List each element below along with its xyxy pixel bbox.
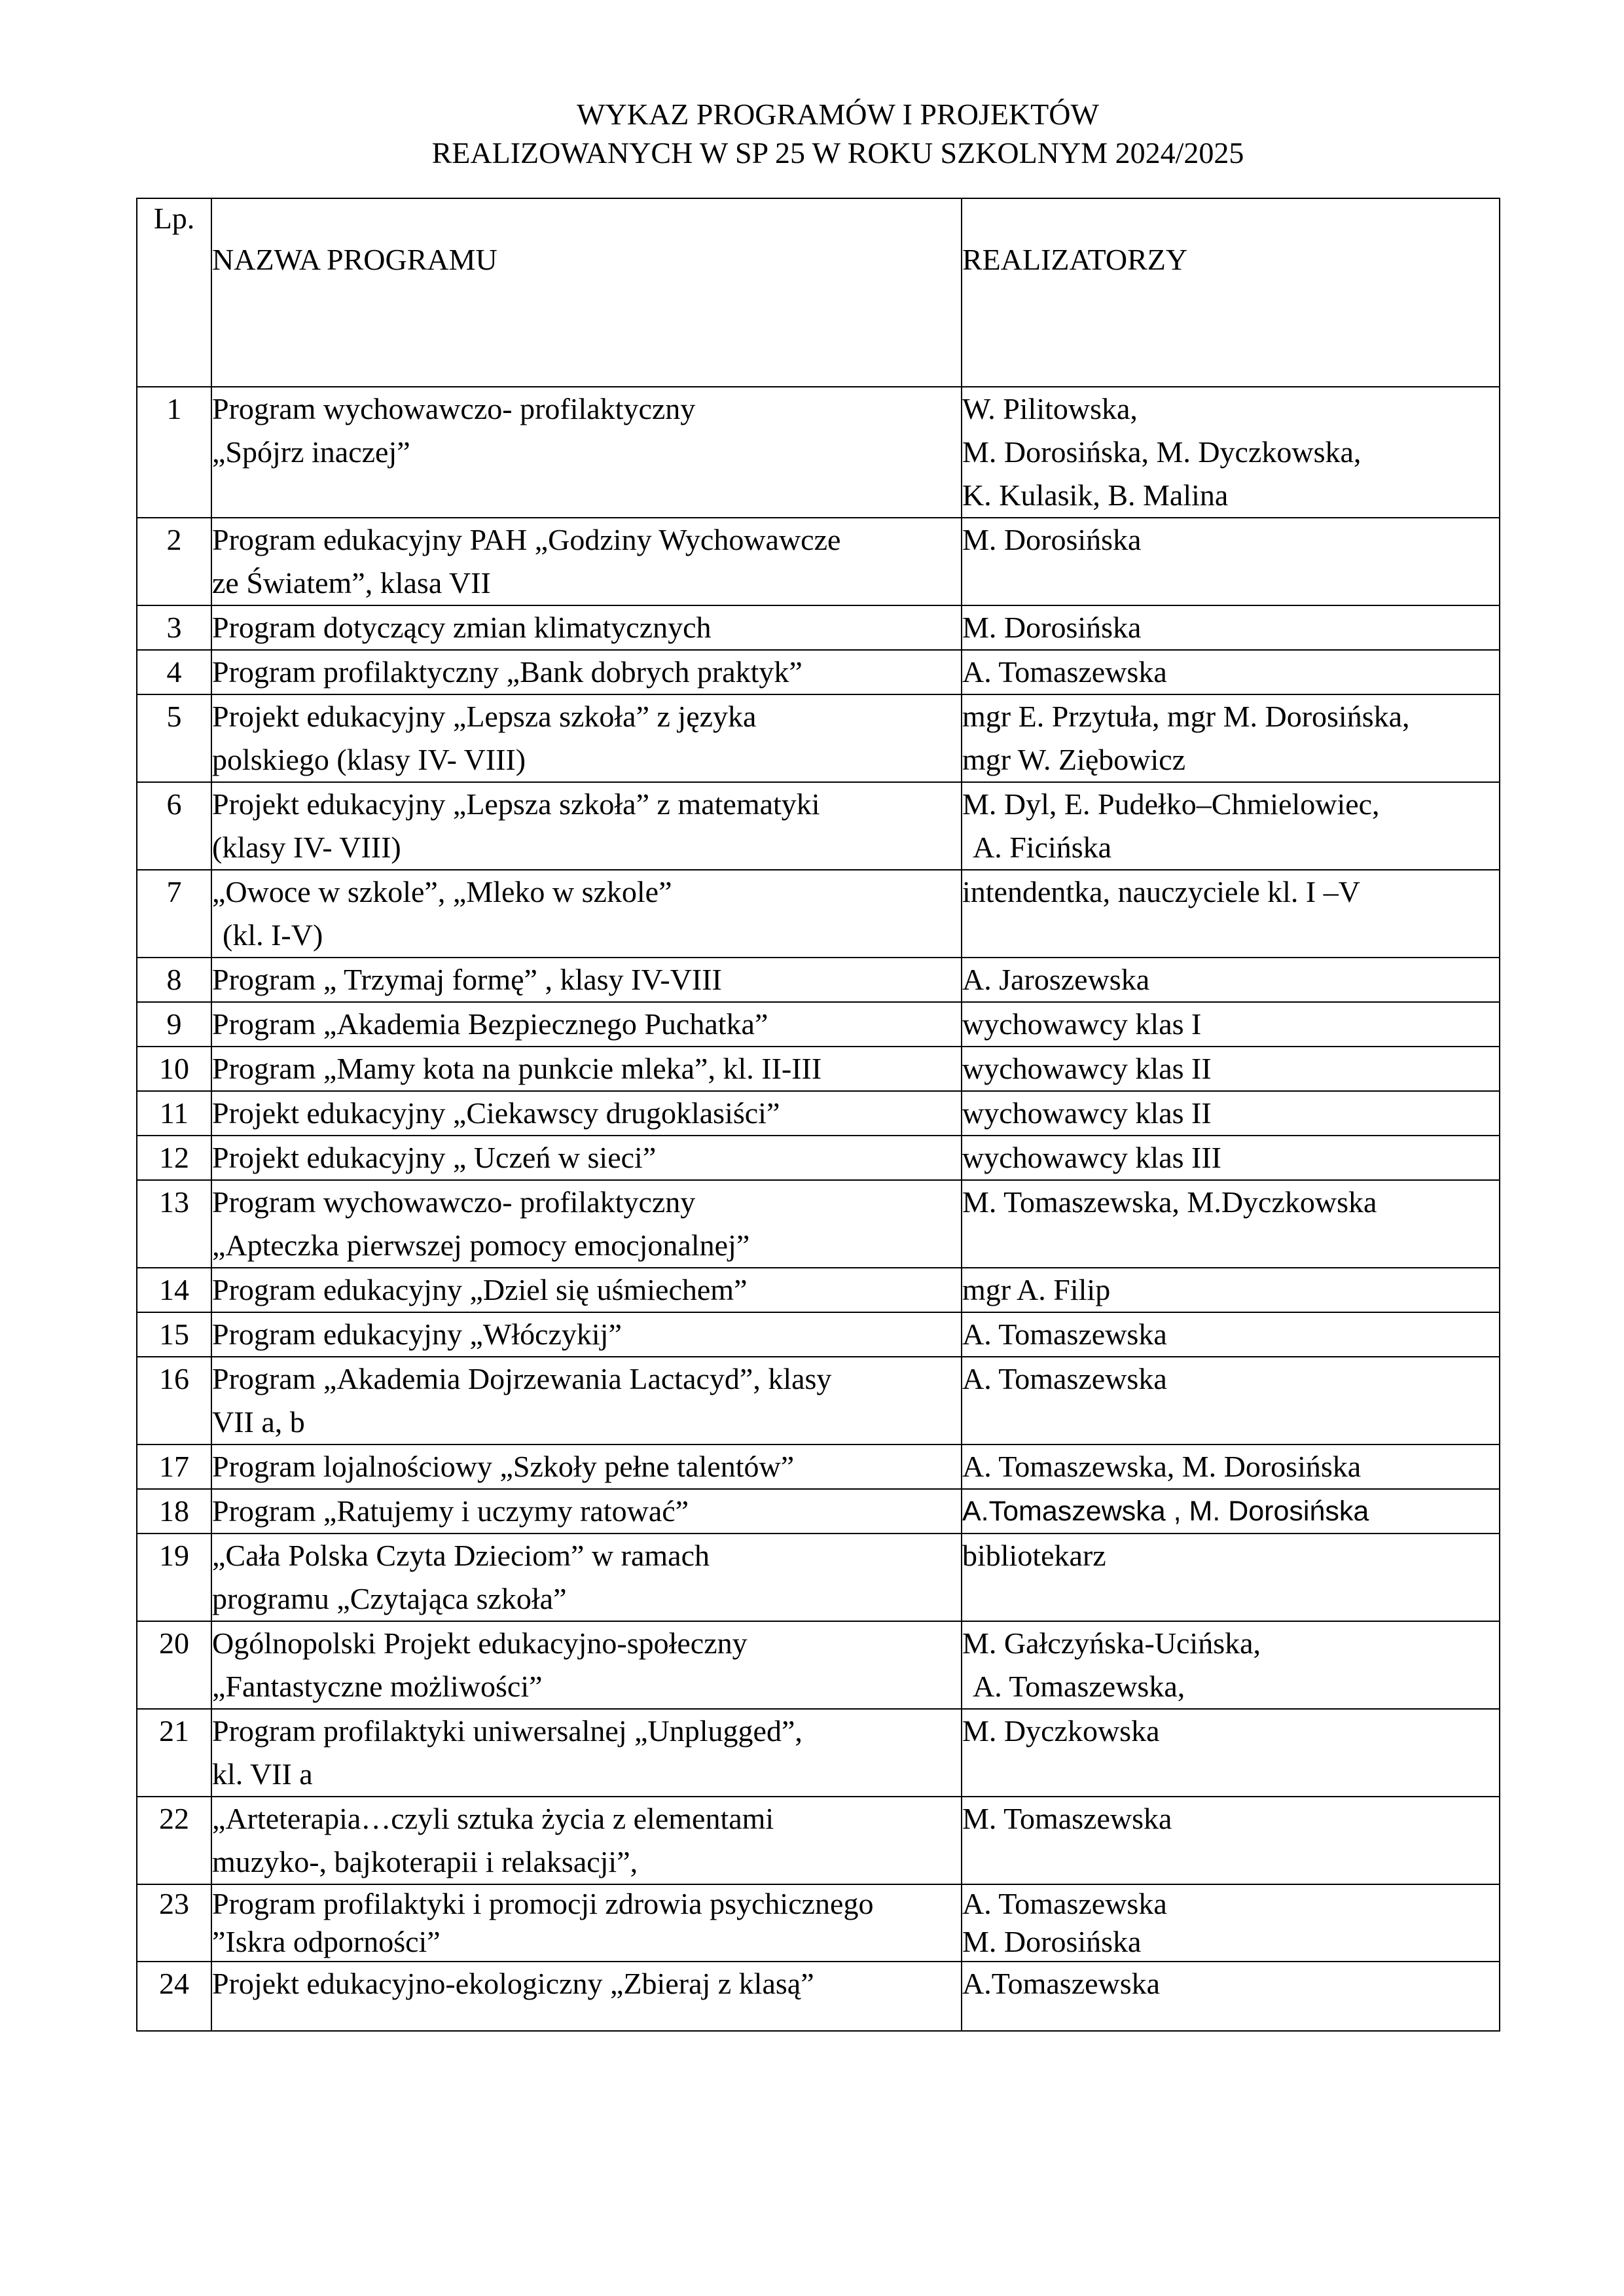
program-name-cell (211, 1621, 962, 1709)
program-name-cell (211, 1136, 962, 1180)
realizer-line: A. Tomaszewska (962, 1318, 1167, 1351)
row-number-label: 24 (159, 1967, 189, 2000)
program-name-line: Program profilaktyki i promocji zdrowia psychicznego (212, 1887, 874, 1920)
table-row (137, 1489, 1500, 1534)
row-number (137, 1312, 211, 1357)
row-number (137, 1884, 211, 1962)
realizer-line: M. Dorosińska (962, 523, 1142, 556)
program-name-line: Projekt edukacyjny „Lepsza szkoła” z języka (212, 700, 757, 733)
row-number-label: 1 (166, 392, 182, 425)
table-row (137, 387, 1500, 518)
row-number-label: 12 (159, 1141, 189, 1174)
program-name-line: Program „ Trzymaj formę” , klasy IV-VIII (212, 963, 722, 996)
realizer-line: M. Dyczkowska (962, 1714, 1160, 1748)
table-header-row (137, 198, 1500, 387)
realizers-cell (962, 1884, 1500, 1962)
header-lp (137, 198, 211, 387)
row-number-label: 7 (166, 875, 182, 908)
realizer-line: A. Tomaszewska, M. Dorosińska (962, 1450, 1362, 1483)
header-program-name-label: NAZWA PROGRAMU (212, 243, 497, 276)
realizers-cell (962, 1268, 1500, 1312)
table-row (137, 1268, 1500, 1312)
row-number (137, 1962, 211, 2031)
program-name-line: Program dotyczący zmian klimatycznych (212, 611, 712, 644)
realizer-line: bibliotekarz (962, 1539, 1106, 1572)
realizer-line: A.Tomaszewska , M. Dorosińska (962, 1496, 1369, 1527)
program-name-cell (211, 870, 962, 958)
program-name-cell (211, 1312, 962, 1357)
program-name-cell (211, 1709, 962, 1797)
realizers-cell (962, 1136, 1500, 1180)
program-name-line: Projekt edukacyjny „Ciekawscy drugoklasiści” (212, 1096, 780, 1130)
document-title-line-2: REALIZOWANYCH W SP 25 W ROKU SZKOLNYM 2024/2025 (431, 136, 1244, 170)
program-name-line: „Apteczka pierwszej pomocy emocjonalnej” (212, 1229, 750, 1262)
program-name-line: Program wychowawczo- profilaktyczny (212, 392, 696, 425)
table-row (137, 1621, 1500, 1709)
realizer-line: mgr W. Ziębowicz (962, 743, 1186, 776)
realizer-line: K. Kulasik, B. Malina (962, 478, 1229, 512)
program-name-line: muzyko-, bajkoterapii i relaksacji”, (212, 1845, 638, 1878)
realizers-cell (962, 518, 1500, 605)
program-name-line: Program „Akademia Dojrzewania Lactacyd”, klasy (212, 1362, 832, 1395)
table-row (137, 782, 1500, 870)
program-name-line: ze Światem”, klasa VII (212, 566, 491, 600)
program-name-line: Program „Ratujemy i uczymy ratować” (212, 1494, 689, 1528)
program-name-line: „Cała Polska Czyta Dzieciom” w ramach (212, 1539, 710, 1572)
program-name-line: ”Iskra odporności” (212, 1925, 441, 1958)
row-number (137, 1534, 211, 1621)
realizer-line: A. Tomaszewska (962, 1362, 1167, 1395)
row-number-label: 9 (166, 1007, 182, 1041)
realizers-cell (962, 782, 1500, 870)
realizers-cell (962, 387, 1500, 518)
realizer-line: A. Tomaszewska (962, 655, 1167, 689)
realizer-line: M. Dorosińska (962, 1925, 1142, 1958)
realizer-line: A. Tomaszewska (962, 1887, 1167, 1920)
program-name-cell (211, 387, 962, 518)
realizer-line: A. Jaroszewska (962, 963, 1150, 996)
realizers-cell (962, 1797, 1500, 1884)
realizer-line: A. Tomaszewska, (973, 1670, 1185, 1703)
programs-table (136, 198, 1500, 2032)
program-name-line: kl. VII a (212, 1757, 313, 1791)
program-name-cell (211, 1489, 962, 1534)
table-row (137, 1444, 1500, 1489)
realizers-cell (962, 694, 1500, 782)
program-name-line: Projekt edukacyjny „Lepsza szkoła” z matematyki (212, 787, 820, 821)
table-row (137, 1357, 1500, 1444)
header-program-name (211, 198, 962, 387)
program-name-cell (211, 1091, 962, 1136)
program-name-line: polskiego (klasy IV- VIII) (212, 743, 526, 776)
row-number (137, 1047, 211, 1091)
header-lp-label: Lp. (153, 202, 195, 235)
program-name-line: Program profilaktyczny „Bank dobrych praktyk” (212, 655, 803, 689)
row-number-label: 19 (159, 1539, 189, 1572)
program-name-cell (211, 605, 962, 650)
program-name-line: „Fantastyczne możliwości” (212, 1670, 543, 1703)
realizer-line: M. Tomaszewska, M.Dyczkowska (962, 1185, 1377, 1219)
row-number-label: 23 (159, 1887, 189, 1920)
table-row (137, 1091, 1500, 1136)
header-realizers-label: REALIZATORZY (962, 243, 1188, 276)
row-number (137, 694, 211, 782)
realizers-cell (962, 1180, 1500, 1268)
row-number (137, 1091, 211, 1136)
row-number (137, 605, 211, 650)
program-name-cell (211, 1357, 962, 1444)
row-number-label: 13 (159, 1185, 189, 1219)
realizers-cell (962, 1357, 1500, 1444)
program-name-cell (211, 1268, 962, 1312)
row-number-label: 5 (166, 700, 182, 733)
realizers-cell (962, 1002, 1500, 1047)
realizer-line: M. Dorosińska, M. Dyczkowska, (962, 435, 1362, 469)
realizer-line: mgr E. Przytuła, mgr M. Dorosińska, (962, 700, 1410, 733)
realizers-cell (962, 1091, 1500, 1136)
row-number (137, 1709, 211, 1797)
realizer-line: W. Pilitowska, (962, 392, 1138, 425)
program-name-cell (211, 1444, 962, 1489)
realizers-cell (962, 1621, 1500, 1709)
program-name-line: „Owoce w szkole”, „Mleko w szkole” (212, 875, 672, 908)
table-row (137, 605, 1500, 650)
realizer-line: wychowawcy klas II (962, 1096, 1212, 1130)
row-number-label: 3 (166, 611, 182, 644)
program-name-line: Program edukacyjny „Włóczykij” (212, 1318, 622, 1351)
realizer-line: M. Gałczyńska-Ucińska, (962, 1626, 1261, 1660)
row-number (137, 1621, 211, 1709)
program-name-line: programu „Czytająca szkoła” (212, 1582, 567, 1615)
row-number (137, 870, 211, 958)
realizers-cell (962, 650, 1500, 694)
table-row (137, 1002, 1500, 1047)
table-row (137, 518, 1500, 605)
program-name-line: Program profilaktyki uniwersalnej „Unplugged”, (212, 1714, 803, 1748)
program-name-cell (211, 1180, 962, 1268)
realizer-line: A. Ficińska (973, 831, 1112, 864)
table-row (137, 870, 1500, 958)
program-name-line: Program „Mamy kota na punkcie mleka”, kl. II-III (212, 1052, 822, 1085)
row-number-label: 8 (166, 963, 182, 996)
program-name-line: Program edukacyjny „Dziel się uśmiechem” (212, 1273, 748, 1306)
realizer-line: wychowawcy klas I (962, 1007, 1202, 1041)
program-name-cell (211, 782, 962, 870)
table-row (137, 1136, 1500, 1180)
row-number (137, 1444, 211, 1489)
realizers-cell (962, 1962, 1500, 2031)
row-number-label: 2 (166, 523, 182, 556)
program-name-cell (211, 1534, 962, 1621)
realizers-cell (962, 1709, 1500, 1797)
row-number-label: 14 (159, 1273, 189, 1306)
program-name-cell (211, 1002, 962, 1047)
program-name-line: „Spójrz inaczej” (212, 435, 410, 469)
realizer-line: mgr A. Filip (962, 1273, 1111, 1306)
program-name-line: Projekt edukacyjny „ Uczeń w sieci” (212, 1141, 657, 1174)
realizer-line: wychowawcy klas II (962, 1052, 1212, 1085)
program-name-line: Ogólnopolski Projekt edukacyjno-społeczny (212, 1626, 748, 1660)
table-row (137, 1797, 1500, 1884)
table-row (137, 1962, 1500, 2031)
table-row (137, 1180, 1500, 1268)
program-name-cell (211, 1884, 962, 1962)
program-name-cell (211, 1047, 962, 1091)
program-name-line: (kl. I-V) (223, 918, 323, 952)
realizer-line: wychowawcy klas III (962, 1141, 1221, 1174)
program-name-cell (211, 518, 962, 605)
realizers-cell (962, 1489, 1500, 1534)
realizer-line: M. Dyl, E. Pudełko–Chmielowiec, (962, 787, 1380, 821)
realizer-line: A.Tomaszewska (962, 1967, 1161, 2000)
program-name-line: Program edukacyjny PAH „Godziny Wychowawcze (212, 523, 841, 556)
row-number-label: 6 (166, 787, 182, 821)
realizers-cell (962, 1534, 1500, 1621)
table-row (137, 694, 1500, 782)
realizer-line: M. Tomaszewska (962, 1802, 1172, 1835)
program-name-cell (211, 1962, 962, 2031)
row-number (137, 1002, 211, 1047)
header-realizers (962, 198, 1500, 387)
program-name-cell (211, 958, 962, 1002)
row-number (137, 387, 211, 518)
row-number (137, 1357, 211, 1444)
realizer-line: intendentka, nauczyciele kl. I –V (962, 875, 1360, 908)
row-number-label: 18 (159, 1494, 189, 1528)
program-name-line: VII a, b (212, 1405, 305, 1439)
row-number (137, 650, 211, 694)
row-number-label: 16 (159, 1362, 189, 1395)
row-number-label: 17 (159, 1450, 189, 1483)
table-row (137, 1884, 1500, 1962)
realizers-cell (962, 958, 1500, 1002)
row-number (137, 958, 211, 1002)
realizers-cell (962, 605, 1500, 650)
row-number (137, 1489, 211, 1534)
program-name-cell (211, 1797, 962, 1884)
realizer-line: M. Dorosińska (962, 611, 1142, 644)
row-number (137, 1136, 211, 1180)
table-row (137, 1312, 1500, 1357)
row-number-label: 10 (159, 1052, 189, 1085)
row-number (137, 1268, 211, 1312)
realizers-cell (962, 870, 1500, 958)
row-number-label: 11 (159, 1096, 189, 1130)
row-number-label: 22 (159, 1802, 189, 1835)
realizers-cell (962, 1312, 1500, 1357)
row-number-label: 15 (159, 1318, 189, 1351)
program-name-line: Program wychowawczo- profilaktyczny (212, 1185, 696, 1219)
row-number (137, 782, 211, 870)
program-name-line: Program lojalnościowy „Szkoły pełne talentów” (212, 1450, 795, 1483)
program-name-line: „Arteterapia…czyli sztuka życia z elementami (212, 1802, 774, 1835)
document-title-line-1: WYKAZ PROGRAMÓW I PROJEKTÓW (577, 98, 1099, 131)
table-row (137, 1047, 1500, 1091)
table-row (137, 958, 1500, 1002)
table-row (137, 650, 1500, 694)
row-number-label: 20 (159, 1626, 189, 1660)
program-name-line: Program „Akademia Bezpiecznego Puchatka” (212, 1007, 768, 1041)
realizers-cell (962, 1444, 1500, 1489)
program-name-line: (klasy IV- VIII) (212, 831, 401, 864)
row-number (137, 1180, 211, 1268)
row-number (137, 518, 211, 605)
table-row (137, 1709, 1500, 1797)
row-number-label: 4 (166, 655, 182, 689)
program-name-cell (211, 694, 962, 782)
realizers-cell (962, 1047, 1500, 1091)
table-row (137, 1534, 1500, 1621)
row-number (137, 1797, 211, 1884)
program-name-line: Projekt edukacyjno-ekologiczny „Zbieraj z klasą” (212, 1967, 814, 2000)
row-number-label: 21 (159, 1714, 189, 1748)
program-name-cell (211, 650, 962, 694)
